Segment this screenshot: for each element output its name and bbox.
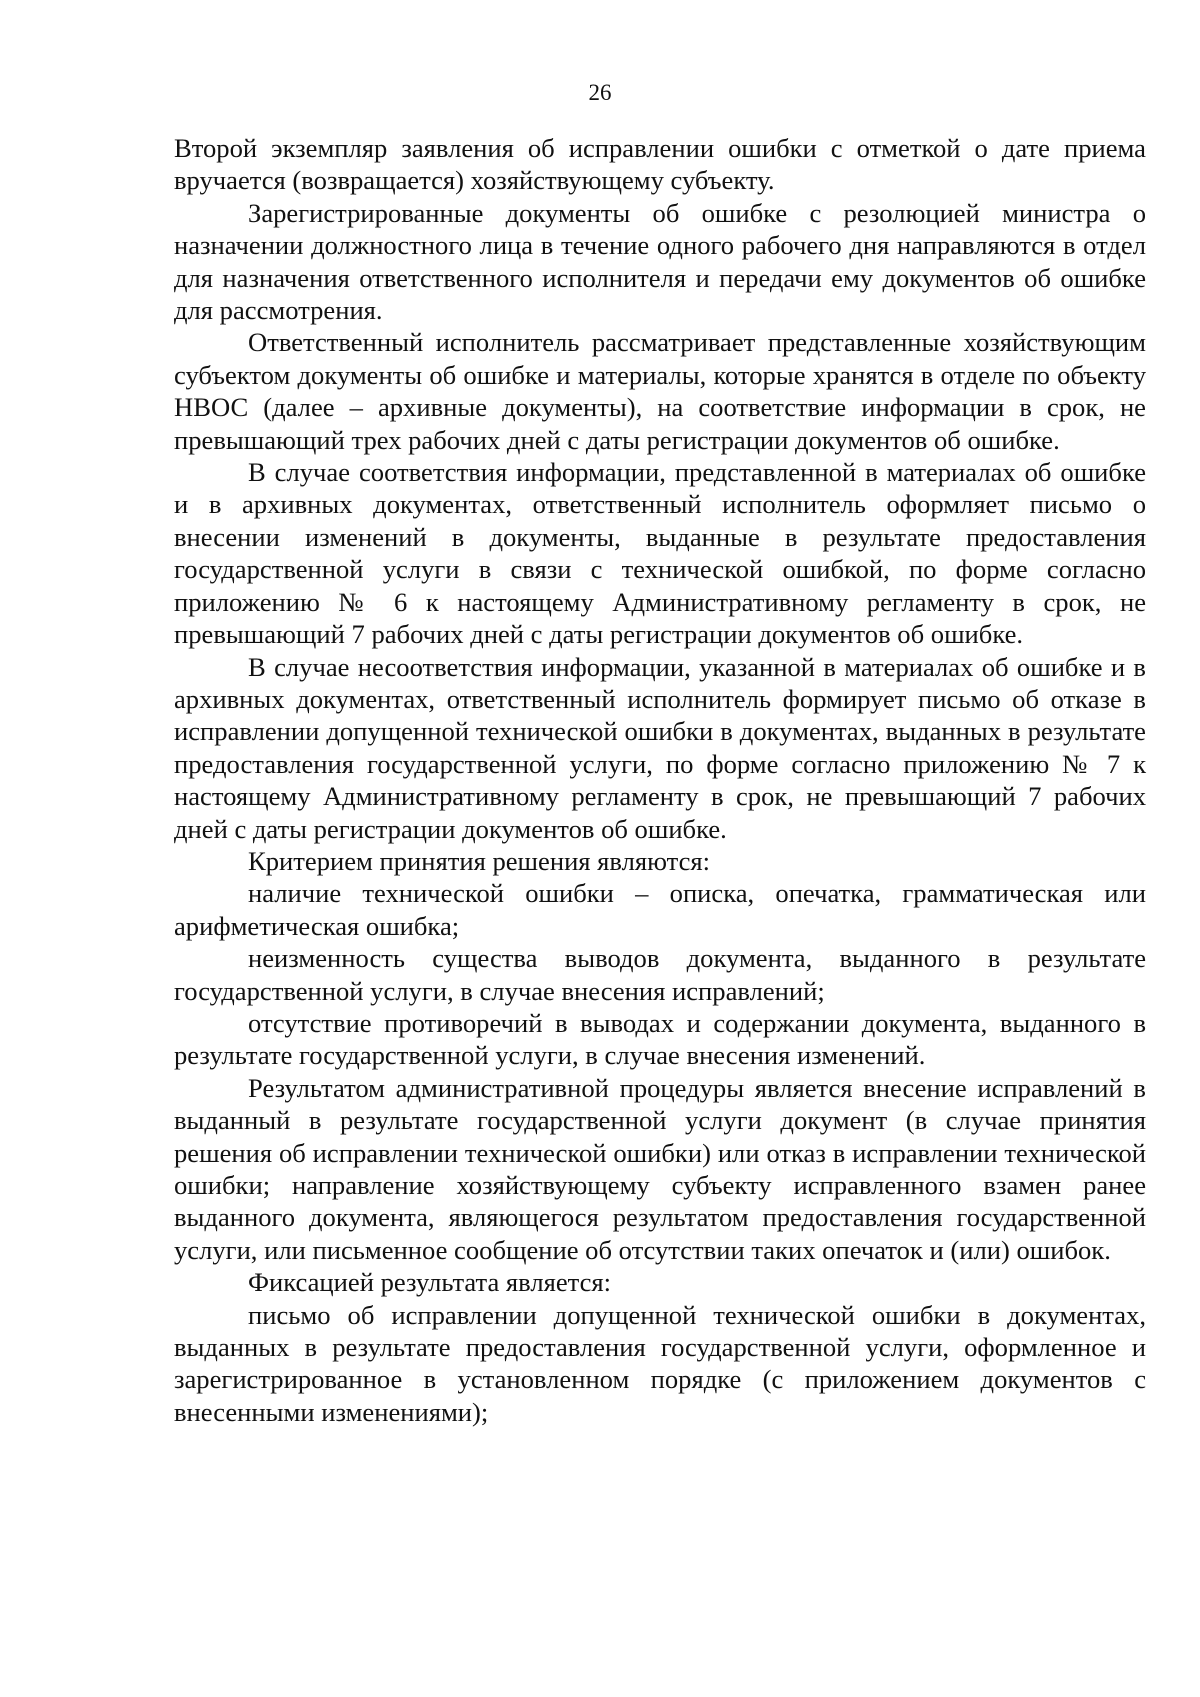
criterion-technical-error: наличие технической ошибки – описка, опечатка, грамматическая или арифметическая ошибка; <box>174 878 1146 941</box>
criterion-no-contradictions: отсутствие противоречий в выводах и содержании документа, выданного в результате государственной услуги, в случае внесения изменений. <box>174 1007 1146 1071</box>
paragraph-correspondence-case: В случае соответствия информации, представленной в материалах об ошибке и в архивных документах, ответственный исполнитель оформляет письмо о внесении изменений в документы, выданные в результате предоставления государственной услуги в связи с технической ошибкой, по форме согласно приложению № 6 к настоящему Административному регламенту в срок, не превышающий 7 рабочих дней с даты регистрации документов об ошибке. <box>174 457 1146 650</box>
criterion-conclusions-unchanged: неизменность существа выводов документа, выданного в результате государственной услуги, в случае внесения исправлений; <box>174 943 1146 1006</box>
paragraph-mismatch-case: В случае несоответствия информации, указанной в материалах об ошибке и в архивных документах, ответственный исполнитель формирует письмо об отказе в исправлении допущенной технической ошибки в документах, выданных в результате предоставления государственной услуги, по форме согласно приложению № 7 к настоящему Административному регламенту в срок, не превышающий 7 рабочих дней с даты регистрации документов об ошибке. <box>174 651 1146 844</box>
paragraph-executor-review: Ответственный исполнитель рассматривает представленные хозяйствующим субъектом документы об ошибке и материалы, которые хранятся в отделе по объекту НВОС (далее – архивные документы), на соответствие информации в срок, не превышающий трех рабочих дней с даты регистрации документов об ошибке. <box>174 327 1146 455</box>
paragraph-decision-criteria: Критерием принятия решения являются: <box>248 845 711 876</box>
paragraph-correction-letter: письмо об исправлении допущенной технической ошибки в документах, выданных в результате предоставления государственной услуги, оформленное и зарегистрированное в установленном порядке (с приложением документов с внесенными изменениями); <box>174 1299 1146 1427</box>
paragraph-result-recording: Фиксацией результата является: <box>248 1267 612 1298</box>
paragraph-second-copy: Второй экземпляр заявления об исправлении ошибки с отметкой о дате приема вручается (возвращается) хозяйствующему субъекту. <box>174 133 1146 196</box>
document-body <box>174 132 1146 1428</box>
page-number: 26 <box>588 80 612 105</box>
paragraph-registered-documents: Зарегистрированные документы об ошибке с резолюцией министра о назначении должностного лица в течение одного рабочего дня направляются в отдел для назначения ответственного исполнителя и передачи ему документов об ошибке для рассмотрения. <box>174 197 1146 326</box>
paragraph-procedure-result: Результатом административной процедуры является внесение исправлений в выданный в результате государственной услуги документ (в случае принятия решения об исправлении технической ошибки) или отказ в исправлении технической ошибки; направление хозяйствующему субъекту исправленного взамен ранее выданного документа, являющегося результатом предоставления государственной услуги, или письменное сообщение об отсутствии таких опечаток и (или) ошибок. <box>174 1072 1146 1265</box>
